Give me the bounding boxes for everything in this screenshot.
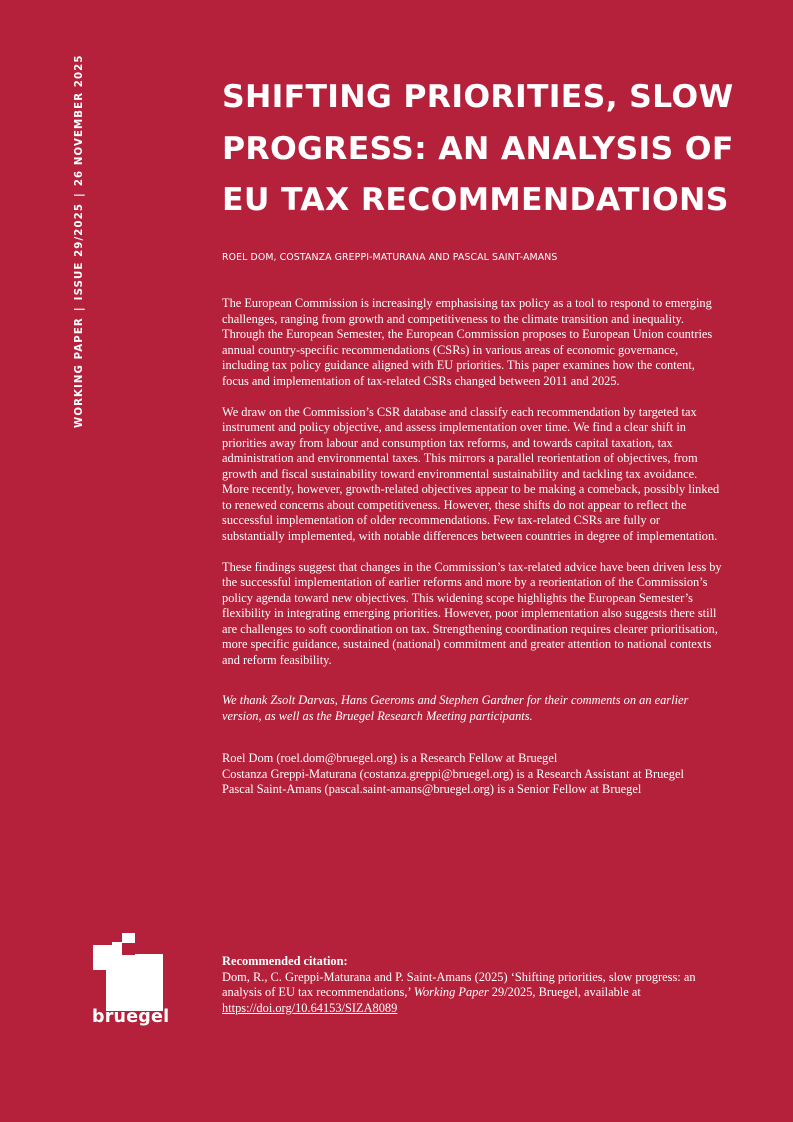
affiliations xyxy=(222,751,722,798)
citation-block xyxy=(222,954,722,1016)
series-date: 26 NOVEMBER 2025 xyxy=(74,54,85,187)
logo-square-large xyxy=(106,954,163,1011)
affiliation-line: Pascal Saint-Amans (pascal.saint-amans@bruegel.org) is a Senior Fellow at Bruegel xyxy=(222,782,642,796)
series-type: WORKING PAPER xyxy=(74,317,85,428)
page-title xyxy=(222,72,762,227)
logo-square-small xyxy=(122,933,135,943)
author-list: ROEL DOM, COSTANZA GREPPI-MATURANA AND PASCAL SAINT-AMANS xyxy=(222,252,558,263)
logo-square-mid xyxy=(112,942,123,954)
citation-series: Working Paper xyxy=(413,985,489,999)
logo-square-top-right xyxy=(122,943,135,955)
citation-text-after: 29/2025, Bruegel, available at xyxy=(488,985,641,999)
separator: | xyxy=(74,192,85,197)
abstract-paragraph: These findings suggest that changes in the Commission’s tax-related advice have been driven less by the successful implementation of earlier reforms and more by a reorientation of the Commission’s policy agenda toward new objectives. This widening scope highlights the European Semester’s flexibility in integrating emerging priorities. However, poor implementation also suggests there still are challenges to soft coordination on tax. Strengthening coordination requires clearer prioritisation, more specific guidance, sustained (national) commitment and greater attention to national contexts and reform feasibility. xyxy=(222,559,722,667)
series-label xyxy=(74,54,85,428)
series-issue: ISSUE 29/2025 xyxy=(74,202,85,301)
abstract xyxy=(222,296,722,813)
citation-heading: Recommended citation: xyxy=(222,954,348,968)
doi-link[interactable]: https://doi.org/10.64153/SIZA8089 xyxy=(222,1000,398,1015)
abstract-paragraph: The European Commission is increasingly emphasising tax policy as a tool to respond to emerging challenges, ranging from growth and competitiveness to the climate transition and inequality. Through the European Semester, the European Commission proposes to European Union countries annual country-specific recommendations (CSRs) in various areas of economic governance, including tax policy guidance aligned with EU priorities. This paper examines how the content, focus and implementation of tax-related CSRs changed between 2011 and 2025. xyxy=(222,296,713,388)
abstract-paragraph: We draw on the Commission’s CSR database and classify each recommendation by targeted tax instrument and policy objective, and assess implementation over time. We find a clear shift in priorities away from labour and consumption tax reforms, and towards capital taxation, tax administration and environmental taxes. This mirrors a parallel reorientation of objectives, from growth and fiscal sustainability toward environmental sustainability and tackling tax avoidance. More recently, however, growth-related objectives appear to be making a comeback, possibly linked to renewed concerns about competitiveness. However, these shifts do not appear to reflect the successful implementation of older recommendations. Few tax-related CSRs are fully or substantially implemented, with notable differences between countries in degree of implementation. xyxy=(222,404,720,543)
title-line: PROGRESS: AN ANALYSIS OF xyxy=(222,130,734,167)
affiliation-line: Costanza Greppi-Maturana (costanza.greppi@bruegel.org) is a Research Assistant at Bruegel xyxy=(222,766,684,781)
title-line: SHIFTING PRIORITIES, SLOW xyxy=(222,79,734,115)
separator: | xyxy=(74,306,85,312)
title-line: EU TAX RECOMMENDATIONS xyxy=(222,182,729,218)
affiliation-line: Roel Dom (roel.dom@bruegel.org) is a Research Fellow at Bruegel xyxy=(222,751,558,765)
citation-text: Dom, R., C. Greppi-Maturana and P. Saint-Amans (2025) ‘Shifting priorities, slow progress: an analysis of EU tax recommendations,’ xyxy=(222,969,696,999)
acknowledgement: We thank Zsolt Darvas, Hans Geeroms and Stephen Gardner for their comments on an earlier version, as well as the Bruegel Research Meeting participants. xyxy=(222,693,689,723)
logo-wordmark: bruegel xyxy=(92,1007,170,1027)
